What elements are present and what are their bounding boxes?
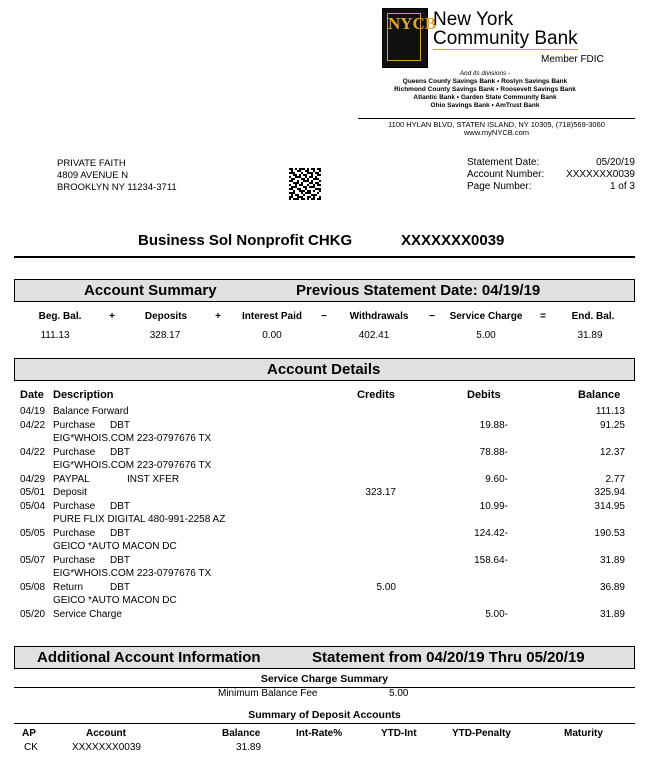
2d-barcode-icon: [289, 168, 321, 200]
table-row: [0, 555, 660, 568]
min-balance-fee-label: Minimum Balance Fee: [218, 688, 318, 699]
row-description: Balance Forward: [53, 406, 129, 417]
row-debit: 9.60-: [485, 473, 508, 485]
row-balance: 325.94: [594, 487, 625, 498]
row-date: 05/08: [20, 581, 46, 593]
bank-logo-text: NYCB: [387, 13, 421, 61]
details-title: Account Details: [267, 361, 381, 378]
row-date: 05/07: [20, 554, 46, 566]
row-debit: 158.64-: [474, 554, 508, 566]
statement-period: Statement from 04/20/19 Thru 05/20/19: [312, 649, 585, 666]
table-row-detail: [0, 568, 660, 581]
row-date: 04/22: [20, 446, 46, 458]
service-charge-summary-title: Service Charge Summary: [14, 673, 635, 688]
row-description: Purchase: [53, 500, 96, 512]
row-balance: 36.89: [599, 581, 625, 593]
deposit-row: CK XXXXXXX0039 31.89: [24, 742, 262, 753]
divider: [14, 256, 635, 258]
table-row: [0, 447, 660, 460]
details-column-headers: Date Description Credits Debits Balance: [20, 389, 621, 401]
bank-website[interactable]: www.myNYCB.com: [463, 128, 529, 137]
row-description: Purchase: [53, 527, 96, 539]
row-merchant: PURE FLIX DIGITAL 480-991-2258 AZ: [53, 514, 226, 525]
row-balance: 314.95: [594, 500, 625, 512]
row-balance: 31.89: [599, 554, 625, 566]
row-balance: 2.77: [605, 473, 625, 485]
row-date: 05/01: [20, 487, 46, 498]
table-row-detail: [0, 595, 660, 608]
table-row: [0, 609, 660, 622]
table-row: [0, 501, 660, 514]
table-row-detail: [0, 460, 660, 473]
bank-name: New York Community Bank: [433, 9, 578, 49]
member-fdic: Member FDIC: [541, 54, 604, 65]
table-row: [0, 487, 660, 500]
table-row-detail: [0, 541, 660, 554]
statement-account: XXXXXXX0039: [566, 169, 635, 180]
row-merchant: EIG*WHOIS.COM 223-0797676 TX: [53, 460, 212, 471]
min-balance-fee-value: 5.00: [389, 688, 409, 699]
row-debit: 5.00-: [485, 608, 508, 620]
statement-date: 05/20/19: [596, 157, 635, 168]
previous-statement-date: Previous Statement Date: 04/19/19: [296, 282, 541, 299]
row-description: PAYPAL: [53, 473, 90, 485]
bank-divisions: And its divisions - Queens County Savings Bank • Roslyn Savings Bank Richmond County Savings Bank • Roosevelt Savings Bank Atlantic Bank • Garden State Community Bank Ohio Savings Bank • AmTrust Bank: [394, 70, 576, 109]
account-number: XXXXXXX0039: [401, 232, 505, 249]
account-type: Business Sol Nonprofit CHKG: [138, 232, 353, 249]
row-description: Service Charge: [53, 608, 122, 620]
row-description-type: DBT: [110, 419, 130, 431]
table-row: [0, 474, 660, 487]
row-date: 04/29: [20, 473, 46, 485]
row-description: Purchase: [53, 446, 96, 458]
row-merchant: GEICO *AUTO MACON DC: [53, 541, 177, 552]
row-debit: 78.88-: [479, 446, 508, 458]
additional-info-header: [14, 646, 635, 669]
row-description: Deposit: [53, 487, 87, 498]
table-row: [0, 406, 660, 419]
row-debit: 124.42-: [474, 527, 508, 539]
row-description-type: DBT: [110, 527, 130, 539]
row-description: Return: [53, 581, 84, 593]
row-description-type: DBT: [110, 446, 130, 458]
summary-headers: Beg. Bal. + Deposits + Interest Paid − Withdrawals − Service Charge = End. Bal.: [38, 311, 615, 322]
row-description-type: DBT: [110, 581, 130, 593]
additional-title: Additional Account Information: [37, 649, 261, 666]
account-details-header: [14, 358, 635, 381]
row-description-type: DBT: [110, 500, 130, 512]
table-row: [0, 582, 660, 595]
customer-name: PRIVATE FAITH: [57, 158, 126, 169]
summary-title: Account Summary: [84, 282, 217, 299]
customer-street: 4809 AVENUE N: [57, 170, 129, 181]
row-description-type: INST XFER: [127, 473, 180, 485]
table-row: [0, 420, 660, 433]
summary-values: 111.13 328.17 0.00 402.41 5.00 31.89: [40, 330, 603, 341]
customer-city: BROOKLYN NY 11234-3711: [57, 182, 177, 193]
row-balance: 190.53: [594, 527, 625, 539]
row-merchant: EIG*WHOIS.COM 223-0797676 TX: [53, 433, 212, 444]
deposit-headers: AP Account Balance Int-Rate% YTD-Int YTD-Penalty Maturity: [22, 728, 603, 739]
bank-logo: [382, 8, 437, 68]
row-balance: 12.37: [599, 446, 625, 458]
row-balance: 31.89: [599, 608, 625, 620]
account-summary-header: [14, 279, 635, 302]
table-row-detail: [0, 433, 660, 446]
deposit-summary-title: Summary of Deposit Accounts: [14, 702, 635, 724]
table-row: [0, 528, 660, 541]
page-number: 1 of 3: [609, 181, 635, 192]
row-debit: 19.88-: [479, 419, 508, 431]
bank-address: 1100 HYLAN BLVD, STATEN ISLAND, NY 10305, (718)569-3060: [358, 118, 635, 129]
row-merchant: GEICO *AUTO MACON DC: [53, 595, 177, 606]
row-date: 04/22: [20, 419, 46, 431]
row-balance: 91.25: [599, 419, 625, 431]
row-date: 05/04: [20, 500, 46, 512]
table-row-detail: [0, 514, 660, 527]
row-date: 05/20: [20, 608, 46, 620]
row-debit: 10.99-: [479, 500, 508, 512]
statement-info: Statement Date: 05/20/19 Account Number: XXXXXXX0039 Page Number: 1 of 3: [467, 157, 635, 192]
row-description: Purchase: [53, 554, 96, 566]
row-date: 05/05: [20, 527, 46, 539]
row-credit: 323.17: [365, 487, 396, 498]
row-balance: 111.13: [595, 406, 625, 417]
row-credit: 5.00: [376, 581, 396, 593]
row-date: 04/19: [20, 406, 46, 417]
customer-address: [57, 158, 177, 194]
row-merchant: EIG*WHOIS.COM 223-0797676 TX: [53, 568, 212, 579]
row-description-type: DBT: [110, 554, 130, 566]
row-description: Purchase: [53, 419, 96, 431]
